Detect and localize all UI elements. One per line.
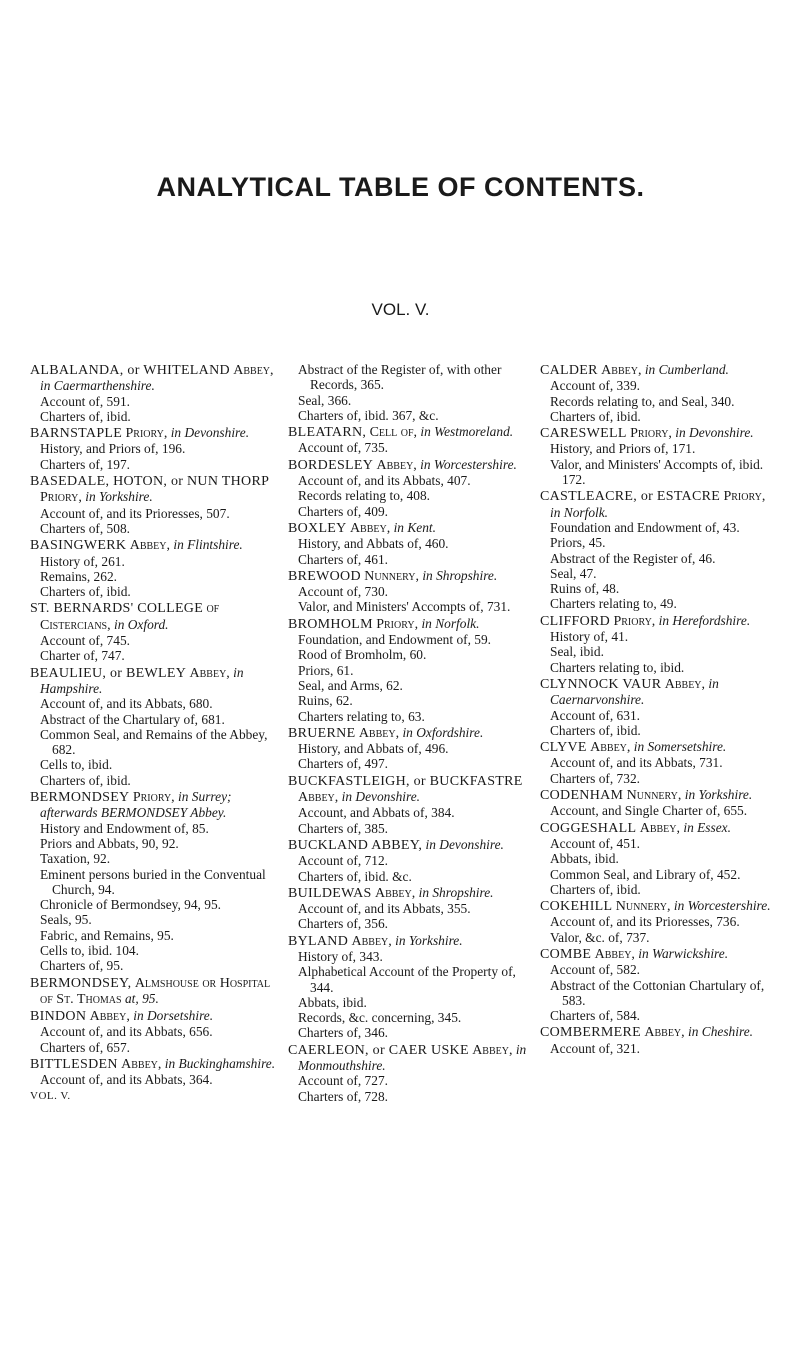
entry-subitem: Charters of, 657. [40, 1039, 130, 1055]
toc-entry [288, 725, 528, 772]
toc-entry [288, 616, 528, 724]
entry-heading [30, 362, 278, 394]
toc-entry [288, 568, 528, 615]
entry-subitem: Account of, and its Abbats, 731. [550, 755, 723, 771]
entry-name: BERMONDSEY, [30, 975, 132, 991]
entry-subitem: Seals, 95. [40, 912, 92, 928]
entry-kind: Nunnery, [626, 788, 682, 804]
entry-heading [30, 425, 278, 441]
entry-kind: Priory, [613, 613, 656, 629]
toc-entry [30, 1056, 278, 1088]
entry-subitem: Account of, 591. [40, 393, 130, 409]
entry-subitem: Account of, 745. [40, 633, 130, 649]
entry-location: in Caermarthenshire. [40, 378, 155, 394]
entry-subitem: Account of, 451. [550, 835, 640, 851]
toc-entry [288, 1042, 528, 1104]
entry-kind: Abbey, [594, 946, 635, 962]
entry-location: in Worcestershire. [673, 898, 771, 914]
entry-name: BEAULIEU, or BEWLEY [30, 665, 187, 681]
toc-entry [540, 739, 776, 786]
entry-kind: Nunnery, [615, 899, 671, 915]
entry-subitem: Charters of, 732. [550, 770, 640, 786]
entry-heading [30, 665, 278, 697]
entry-heading [288, 520, 528, 536]
toc-entry [540, 362, 776, 424]
toc-entry [540, 787, 776, 819]
entry-heading [288, 725, 528, 741]
entry-name: BUCKFASTLEIGH, or BUCKFASTRE [288, 773, 523, 789]
entry-kind: Abbey, [644, 1025, 685, 1041]
entry-subitem: Charters of, 461. [298, 551, 388, 567]
entry-subitem: History, and Abbats of, 496. [298, 741, 449, 757]
column-1 [30, 362, 278, 1104]
entry-subitem: Abbats, ibid. [298, 994, 367, 1010]
entry-name: CARESWELL [540, 426, 627, 442]
entry-location: in Oxfordshire. [402, 724, 484, 740]
toc-entry [288, 362, 528, 423]
entry-kind: Abbey, [590, 740, 631, 756]
entry-heading [30, 1056, 278, 1072]
toc-entry [288, 773, 528, 836]
entry-subitem: History of, 343. [298, 948, 383, 964]
entry-name: CLIFFORD [540, 613, 611, 629]
column-2 [288, 362, 528, 1105]
entry-kind: Abbey, [639, 820, 680, 836]
entry-location: in Yorkshire. [395, 932, 463, 948]
entry-location: in Devonshire. [341, 789, 420, 805]
entry-subitem: Account of, 321. [550, 1040, 640, 1056]
toc-entry [30, 362, 278, 424]
entry-name: BASEDALE, HOTON, or NUN THORP [30, 474, 270, 490]
entry-kind: Abbey, [89, 1009, 130, 1025]
entry-subitem: Records relating to, and Seal, 340. [550, 393, 735, 409]
entry-name: ST. BERNARDS' COLLEGE [30, 601, 204, 617]
entry-subitem: Charters of, 508. [40, 520, 130, 536]
entry-subitem: Account of, 727. [298, 1073, 388, 1089]
entry-kind: Abbey, [233, 363, 274, 378]
entry-kind: Abbey, [349, 520, 391, 536]
entry-subitem: Charters relating to, ibid. [550, 659, 685, 675]
entry-name: BYLAND [288, 933, 349, 949]
entry-subitem: Cells to, ibid. [40, 757, 113, 773]
entry-location: in Westmoreland. [420, 424, 514, 440]
entry-location: in Devonshire. [170, 425, 250, 441]
entry-subitem: History of, 41. [550, 629, 629, 645]
entry-heading [30, 1008, 278, 1024]
entry-subitem: Remains, 262. [40, 568, 117, 584]
entry-name: BASINGWERK [30, 538, 127, 554]
entry-subitem: Seal, 366. [298, 392, 352, 408]
entry-subitem: Charters of, 95. [40, 958, 124, 974]
entry-name: BARNSTAPLE [30, 426, 123, 442]
entry-subitem: Charters relating to, 63. [298, 708, 425, 724]
entry-heading [540, 739, 776, 755]
toc-entry [30, 473, 278, 536]
entry-location: in Norfolk. [550, 504, 609, 520]
entry-name: CALDER [540, 363, 598, 378]
entry-subitem: Account of, and its Abbats, 364. [40, 1072, 213, 1088]
entry-heading [288, 933, 528, 949]
entry-subitem: Charters of, 409. [298, 503, 388, 519]
entry-location: in Devonshire. [425, 836, 504, 852]
toc-entry [288, 837, 528, 884]
toc-entry [30, 1008, 278, 1055]
entry-subitem: Alphabetical Account of the Property of, 344. [298, 964, 516, 995]
toc-entry [540, 613, 776, 675]
toc-entry [540, 1024, 776, 1056]
entry-heading [540, 787, 776, 803]
entry-heading [540, 946, 776, 962]
entry-kind: Priory, [125, 426, 168, 442]
entry-name: COKEHILL [540, 899, 613, 915]
entry-heading [30, 537, 278, 553]
entry-subitem: Abstract of the Cottonian Chartulary of, 583. [550, 977, 765, 1008]
entry-location: in Yorkshire. [85, 489, 153, 505]
entry-location: in Shropshire. [422, 567, 498, 583]
entry-kind: Abbey, [129, 538, 170, 554]
entry-subitem: Account of, and its Abbats, 680. [40, 696, 213, 712]
toc-entry [30, 975, 278, 1008]
toc-entry [30, 425, 278, 472]
entry-subitem: Abstract of the Chartulary of, 681. [40, 711, 225, 727]
page-footer: VOL. V. [30, 1089, 71, 1102]
entry-heading [540, 1024, 776, 1040]
entry-heading [540, 488, 776, 520]
entry-location: in Cheshire. [688, 1024, 753, 1040]
entry-heading [30, 473, 278, 506]
toc-entry [540, 488, 776, 611]
entry-subitem: Charters of, ibid. &c. [298, 868, 412, 884]
entry-kind: Abbey, [358, 725, 400, 741]
entry-location: in Somersetshire. [633, 739, 727, 755]
entry-subitem: Abstract of the Register of, with other Records, 365. [298, 362, 502, 393]
entry-kind: Abbey, [351, 933, 392, 949]
entry-heading [540, 676, 776, 708]
toc-entry [30, 537, 278, 599]
toc-entry [540, 946, 776, 1023]
entry-kind: Priory, [723, 489, 766, 505]
entry-name: BROMHOLM [288, 616, 373, 632]
entry-subitem: Cells to, ibid. 104. [40, 942, 139, 958]
page-title: ANALYTICAL TABLE OF CONTENTS. [156, 172, 645, 202]
entry-name: CLYVE [540, 740, 587, 756]
entry-subitem: Charters relating to, 49. [550, 596, 677, 612]
entry-subitem: History, and Priors of, 196. [40, 441, 186, 457]
toc-entry [288, 520, 528, 567]
entry-subitem: Charters of, ibid. [550, 722, 641, 738]
entry-subitem: Charters of, 728. [298, 1088, 388, 1104]
entry-subitem: Ruins of, 48. [550, 581, 620, 597]
toc-entry [30, 789, 278, 974]
entry-name: COMBE [540, 946, 592, 962]
entry-location: in Cumberland. [644, 362, 729, 377]
entry-subitem: Charters of, 197. [40, 456, 130, 472]
entry-location: in Norfolk. [421, 615, 480, 631]
entry-subitem: Account of, and its Abbats, 407. [298, 473, 471, 489]
entry-name: BINDON [30, 1009, 87, 1025]
entry-subitem: Charters of, ibid. [550, 881, 641, 897]
entry-subitem: Account of, and its Prioresses, 736. [550, 914, 740, 930]
entry-kind: Abbey, [601, 363, 642, 378]
entry-name: BUILDEWAS [288, 885, 372, 901]
column-3 [540, 362, 776, 1057]
entry-heading [540, 362, 776, 378]
toc-entry [540, 898, 776, 945]
toc-entry [288, 424, 528, 456]
entry-subitem: Foundation, and Endowment of, 59. [298, 632, 492, 648]
entry-subitem: Priors, 61. [298, 662, 354, 678]
entry-subitem: Valor, &c. of, 737. [550, 929, 650, 945]
entry-subitem: Charters of, 497. [298, 756, 388, 772]
entry-subitem: Abstract of the Register of, 46. [550, 550, 716, 566]
entry-kind: Abbey, [664, 676, 706, 692]
entry-subitem: Account of, and its Prioresses, 507. [40, 505, 230, 521]
entry-location: in Caernarvonshire. [550, 675, 719, 708]
entry-kind: Priory, [40, 490, 82, 506]
entry-subitem: Valor, and Ministers' Accompts of, ibid. 172. [550, 456, 764, 488]
entry-subitem: Records, &c. concerning, 345. [298, 1010, 462, 1026]
entry-subitem: Common Seal, and Remains of the Abbey, 682. [40, 726, 268, 758]
entry-subitem: Account of, and its Abbats, 355. [298, 901, 471, 917]
entry-subitem: Records relating to, 408. [298, 488, 431, 504]
entry-name: BOXLEY [288, 520, 347, 536]
entry-location: in Yorkshire. [684, 787, 753, 803]
entry-kind: Abbey, [374, 885, 416, 901]
entry-location: in Monmouthshire. [298, 1041, 527, 1074]
toc-entry [540, 676, 776, 738]
entry-kind: Priory, [630, 426, 672, 442]
entry-subitem: Fabric, and Remains, 95. [40, 927, 174, 943]
entry-subitem: Charters of, ibid. [550, 408, 641, 424]
entry-heading [540, 820, 776, 836]
entry-subitem: Account of, and its Abbats, 656. [40, 1024, 213, 1040]
entry-kind: Priory, [132, 790, 175, 806]
entry-location: in Devonshire. [675, 425, 754, 441]
entry-kind: Abbey, [472, 1042, 513, 1058]
entry-name: BITTLESDEN [30, 1057, 118, 1073]
entry-heading [288, 424, 528, 440]
entry-name: BRUERNE [288, 725, 356, 741]
entry-subitem: Account, and Abbats of, 384. [298, 805, 455, 821]
entry-subitem: Seal, 47. [550, 565, 597, 581]
entry-subitem: Account of, 712. [298, 853, 388, 869]
entry-location: in Oxford. [113, 616, 169, 632]
entry-subitem: Account of, 730. [298, 584, 388, 600]
entry-kind: Nunnery, [364, 568, 419, 584]
entry-heading [288, 616, 528, 632]
entry-subitem: History, and Priors of, 171. [550, 441, 696, 457]
entry-heading [540, 898, 776, 914]
volume-heading: VOL. V. [371, 300, 430, 319]
entry-subitem: Charters of, ibid. [40, 772, 131, 788]
entry-location: in Kent. [393, 519, 436, 535]
entry-name: ALBALANDA, or WHITELAND [30, 363, 230, 378]
entry-subitem: History of, 261. [40, 553, 125, 569]
entry-location: in Flintshire. [173, 537, 243, 553]
entry-heading [288, 885, 528, 901]
entry-heading [30, 975, 278, 1008]
entry-subitem: Priors and Abbats, 90, 92. [40, 835, 179, 851]
entry-subitem: Charters of, 356. [298, 916, 388, 932]
entry-location: in Warwickshire. [638, 945, 729, 961]
entry-subitem: Seal, and Arms, 62. [298, 677, 403, 693]
toc-entry [540, 425, 776, 487]
entry-kind: of Cistercians, [40, 601, 220, 633]
entry-name: BORDESLEY [288, 457, 374, 473]
entry-name: CODENHAM [540, 788, 624, 804]
entry-subitem: Abbats, ibid. [550, 851, 619, 867]
entry-name: BLEATARN, [288, 425, 367, 441]
entry-location: in Essex. [683, 819, 731, 835]
entry-subitem: Account, and Single Charter of, 655. [550, 803, 748, 819]
entry-heading [288, 457, 528, 473]
entry-heading [288, 773, 528, 806]
entry-heading [540, 425, 776, 441]
entry-subitem: Charters of, ibid. 367, &c. [298, 407, 439, 423]
entry-subitem: Charters of, 346. [298, 1025, 388, 1041]
entry-subitem: Foundation and Endowment of, 43. [550, 519, 740, 535]
entry-kind: Priory, [376, 616, 419, 632]
entry-name: BERMONDSEY [30, 790, 130, 806]
entry-subitem: Account of, 339. [550, 378, 640, 394]
entry-location: in Shropshire. [418, 884, 494, 900]
entry-location: in Dorsetshire. [133, 1008, 214, 1024]
toc-entry [540, 820, 776, 897]
entry-subitem: Eminent persons buried in the Conventual Church, 94. [40, 866, 266, 897]
entry-location: in Herefordshire. [658, 612, 751, 628]
entry-heading [30, 600, 278, 633]
entry-subitem: Charters of, ibid. [40, 408, 131, 424]
entry-name: CAERLEON, or CAER USKE [288, 1042, 469, 1058]
entry-subitem: Rood of Bromholm, 60. [298, 647, 427, 663]
entry-name: BREWOOD [288, 568, 361, 584]
entry-subitem: Valor, and Ministers' Accompts of, 731. [298, 599, 511, 615]
toc-entry [288, 933, 528, 1041]
toc-entry [288, 457, 528, 519]
entry-location: in Buckinghamshire. [164, 1056, 276, 1072]
entry-name: COGGESHALL [540, 820, 637, 836]
entry-heading [30, 789, 278, 821]
entry-subitem: Charters of, 584. [550, 1008, 640, 1024]
entry-subitem: Charter of, 747. [40, 648, 125, 664]
entry-kind: Almshouse or Hospital of St. Thomas [40, 975, 271, 1007]
entry-kind: Abbey, [376, 457, 417, 473]
entry-location: in Surrey; afterwards BERMONDSEY Abbey. [40, 789, 232, 821]
entry-subitem: Seal, ibid. [550, 644, 604, 660]
toc-entry [30, 600, 278, 663]
entry-subitem: Account of, 631. [550, 707, 640, 723]
entry-subitem: Account of, 582. [550, 962, 640, 978]
entry-name: COMBERMERE [540, 1025, 642, 1041]
entry-subitem: History and Endowment of, 85. [40, 820, 209, 836]
entry-subitem: Common Seal, and Library of, 452. [550, 866, 741, 882]
entry-subitem: Ruins, 62. [298, 693, 353, 709]
entry-kind: Abbey, [298, 790, 339, 806]
entry-subitem: Account of, 735. [298, 440, 388, 456]
entry-subitem: Chronicle of Bermondsey, 94, 95. [40, 897, 221, 913]
entry-subitem: Taxation, 92. [40, 851, 111, 867]
entry-name: CLYNNOCK VAUR [540, 676, 662, 692]
entry-location: in Worcestershire. [420, 456, 517, 472]
entry-location: at, 95. [124, 990, 159, 1006]
entry-heading [540, 613, 776, 629]
toc-entry [30, 665, 278, 788]
toc-entry [288, 885, 528, 932]
entry-heading [288, 1042, 528, 1074]
entry-subitem: Priors, 45. [550, 535, 606, 551]
entry-heading [288, 568, 528, 584]
entry-kind: Cell of, [369, 425, 418, 441]
entry-kind: Abbey, [189, 665, 230, 681]
entry-heading [288, 837, 528, 853]
entry-name: CASTLEACRE, or ESTACRE [540, 489, 721, 505]
entry-location: in Hampshire. [40, 664, 244, 696]
entry-subitem: History, and Abbats of, 460. [298, 536, 449, 552]
entry-subitem: Charters of, ibid. [40, 584, 131, 600]
entry-kind: Abbey, [121, 1057, 162, 1073]
entry-subitem: Charters of, 385. [298, 820, 388, 836]
entry-name: BUCKLAND ABBEY, [288, 837, 423, 853]
